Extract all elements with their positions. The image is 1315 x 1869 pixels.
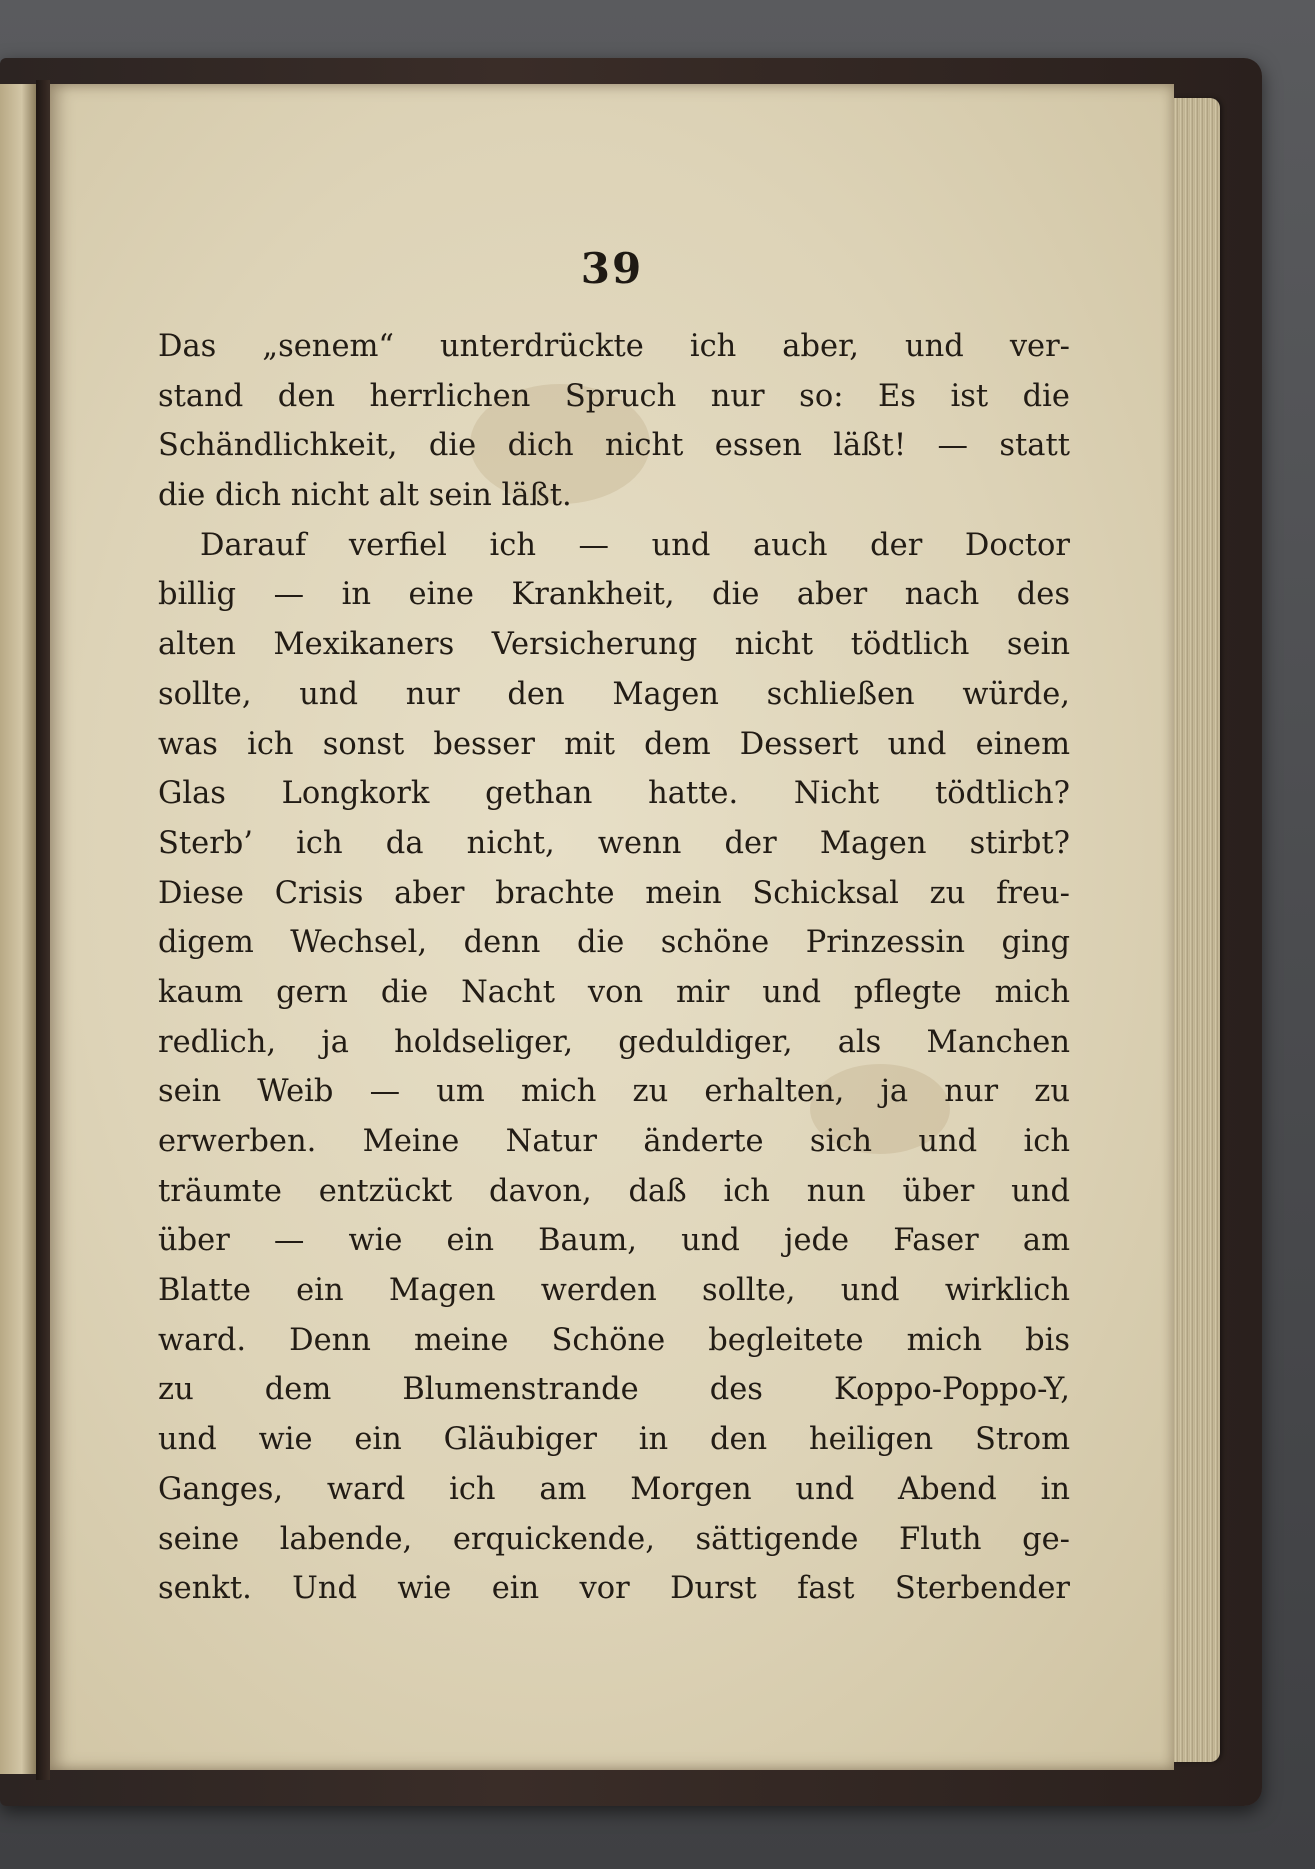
text-line: kaum gern die Nacht von mir und pflegte mich	[158, 974, 1070, 1010]
text-line: ward. Denn meine Schöne begleitete mich bis	[158, 1322, 1070, 1358]
text-line: Diese Crisis aber brachte mein Schicksal zu freu-	[158, 875, 1070, 911]
text-line: was ich sonst besser mit dem Dessert und einem	[158, 726, 1070, 762]
body-text	[158, 322, 1070, 1614]
text-line: träumte entzückt davon, daß ich nun über und	[158, 1173, 1070, 1209]
page-number: 39	[580, 244, 644, 293]
text-line: und wie ein Gläubiger in den heiligen Strom	[158, 1422, 1070, 1458]
text-line: Glas Longkork gethan hatte. Nicht tödtlich?	[158, 776, 1070, 812]
book-gutter	[36, 80, 50, 1780]
text-line: Ganges, ward ich am Morgen und Abend in	[158, 1471, 1070, 1507]
text-line: stand den herrlichen Spruch nur so: Es ist die	[158, 378, 1070, 414]
text-line: über — wie ein Baum, und jede Faser am	[158, 1223, 1070, 1259]
text-line: die dich nicht alt sein läßt.	[158, 478, 572, 514]
text-line: Das „senem“ unterdrückte ich aber, und ver-	[158, 329, 1070, 364]
text-line: erwerben. Meine Natur änderte sich und ich	[158, 1124, 1070, 1159]
text-line: sollte, und nur den Magen schließen würde,	[158, 676, 1070, 712]
left-page-edge	[0, 84, 36, 1774]
text-line: digem Wechsel, denn die schöne Prinzessin ging	[158, 925, 1070, 961]
text-line: Blatte ein Magen werden sollte, und wirklich	[158, 1273, 1070, 1309]
text-line: Sterb’ ich da nicht, wenn der Magen stirbt?	[158, 825, 1070, 861]
text-line: seine labende, erquickende, sättigende Fluth ge-	[158, 1521, 1070, 1557]
text-line: Darauf verfiel ich — und auch der Doctor	[200, 527, 1070, 563]
text-line: senkt. Und wie ein vor Durst fast Sterbender	[158, 1571, 1070, 1607]
text-line: sein Weib — um mich zu erhalten, ja nur zu	[158, 1074, 1070, 1110]
book-page	[50, 84, 1174, 1770]
text-line: redlich, ja holdseliger, geduldiger, als Manchen	[158, 1024, 1070, 1060]
text-line: billig — in eine Krankheit, die aber nach des	[158, 577, 1070, 613]
text-line: zu dem Blumenstrande des Koppo-Poppo-Y,	[158, 1372, 1070, 1408]
text-line: alten Mexikaners Versicherung nicht tödtlich sein	[158, 627, 1070, 663]
text-line: Schändlichkeit, die dich nicht essen läßt! — statt	[158, 428, 1070, 464]
page-stack-edge	[1174, 98, 1220, 1762]
